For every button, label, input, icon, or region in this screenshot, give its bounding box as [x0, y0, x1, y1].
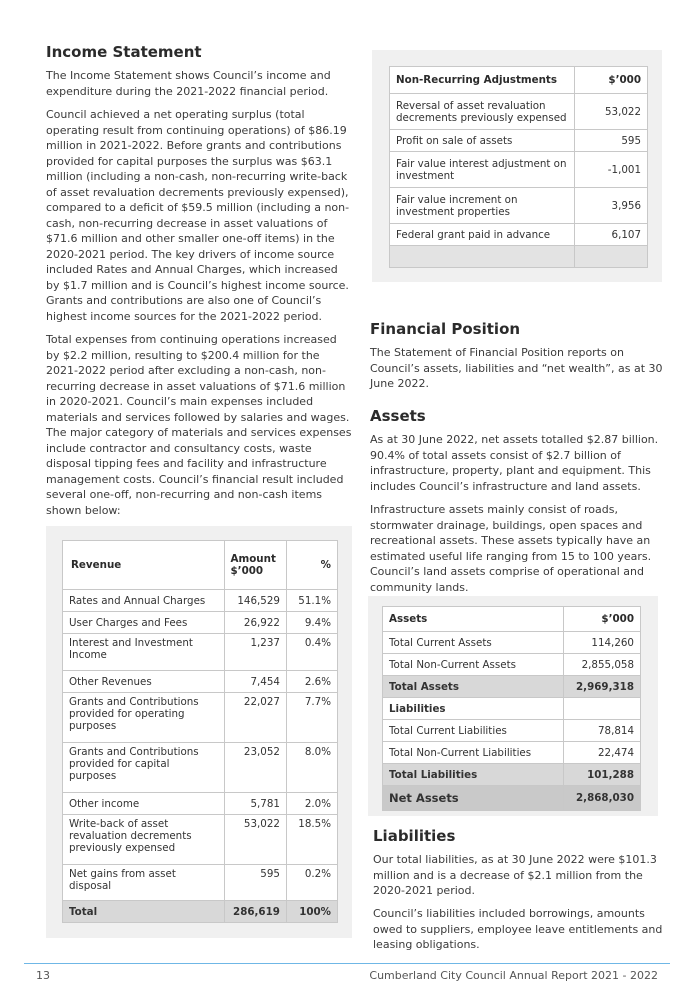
revenue-total-label: Total: [63, 901, 225, 923]
table-row-empty: [390, 246, 648, 268]
empty-cell: [575, 246, 648, 268]
revenue-amount: 26,922: [224, 612, 286, 634]
assets-value: 2,969,318: [564, 676, 641, 698]
adjustment-value: 595: [575, 130, 648, 152]
table-row: [390, 130, 648, 152]
revenue-total-row: [63, 901, 338, 923]
assets-label: Total Current Assets: [383, 632, 564, 654]
revenue-label: Other Revenues: [63, 671, 225, 693]
revenue-total-percent: 100%: [286, 901, 337, 923]
assets-label: Liabilities: [383, 698, 564, 720]
liabilities-subheader-row: [383, 698, 641, 720]
empty-cell: [390, 246, 575, 268]
revenue-percent: 0.2%: [286, 865, 337, 901]
table-row: [390, 224, 648, 246]
assets-label: Total Current Liabilities: [383, 720, 564, 742]
table-row: [383, 632, 641, 654]
adjustment-label: Fair value interest adjustment on investment: [390, 152, 575, 188]
revenue-amount: 146,529: [224, 590, 286, 612]
revenue-label: Net gains from asset disposal: [63, 865, 225, 901]
assets-value-header: $’000: [564, 607, 641, 632]
assets-header: Assets: [383, 607, 564, 632]
adjustment-value: 6,107: [575, 224, 648, 246]
assets-paragraph-2: Infrastructure assets mainly consist of roads, stormwater drainage, buildings, open spaces and recreational assets. These assets typically have an estimated useful life ranging from 15 to 100 years. Council’s land assets comprise of operational and community lands.: [370, 503, 652, 594]
revenue-percent: 8.0%: [286, 743, 337, 793]
table-row: [63, 612, 338, 634]
revenue-label: Grants and Contributions provided for operating purposes: [63, 693, 225, 743]
revenue-header: Revenue: [63, 541, 225, 590]
income-statement-heading: Income Statement: [46, 43, 202, 61]
revenue-percent: 51.1%: [286, 590, 337, 612]
table-row: [63, 671, 338, 693]
assets-label: Total Assets: [383, 676, 564, 698]
adjustment-value: -1,001: [575, 152, 648, 188]
assets-table-panel: [368, 596, 658, 816]
assets-label: Net Assets: [383, 786, 564, 811]
revenue-label: User Charges and Fees: [63, 612, 225, 634]
page-number: 13: [36, 969, 50, 982]
percent-header: %: [286, 541, 337, 590]
table-row: [390, 188, 648, 224]
assets-value: 78,814: [564, 720, 641, 742]
revenue-label: Grants and Contributions provided for capital purposes: [63, 743, 225, 793]
table-row: [63, 865, 338, 901]
liabilities-heading: Liabilities: [373, 827, 456, 845]
revenue-header-row: [63, 541, 338, 590]
assets-label: Total Non-Current Liabilities: [383, 742, 564, 764]
adjustment-value: 53,022: [575, 94, 648, 130]
assets-value: 22,474: [564, 742, 641, 764]
revenue-amount: 23,052: [224, 743, 286, 793]
revenue-percent: 7.7%: [286, 693, 337, 743]
revenue-percent: 0.4%: [286, 634, 337, 671]
revenue-amount: 5,781: [224, 793, 286, 815]
revenue-percent: 18.5%: [286, 815, 337, 865]
financial-position-heading: Financial Position: [370, 320, 521, 338]
revenue-label: Rates and Annual Charges: [63, 590, 225, 612]
income-expenses-paragraph: Total expenses from continuing operations increased by $2.2 million, resulting to $200.4 million for the 2021-2022 period after excluding a non-cash, non-recurring decrease in asset valuations of $71.6 million in 2020-2021. Council’s main expenses included materials and services followed by salaries and wages. The major category of materials and services expenses include contractor and consultancy costs, waste disposal tipping fees and facility and infrastructure management costs. Council’s financial result included several one-off, non-recurring and non-cash items shown below:: [46, 333, 352, 517]
revenue-amount: 595: [224, 865, 286, 901]
liabilities-paragraph-1: Our total liabilities, as at 30 June 2022 were $101.3 million and is a decrease of $2.1 million from the 2020-2021 period.: [373, 853, 657, 897]
assets-value: 101,288: [564, 764, 641, 786]
income-surplus-paragraph: Council achieved a net operating surplus (total operating result from continuing operations) of $86.19 million in 2021-2022. Before grants and contributions provided for capital purposes the surplus was $63.1 million (including a non-cash, non-recurring write-back of asset revaluation decrements previously expensed), compared to a deficit of $59.5 million (including a non-cash, non-recurring decrease in asset valuations of $71.6 million and other smaller one-off items) in the 2020-2021 period. The key drivers of income source included Rates and Annual Charges, which increased by $1.7 million and is Council’s highest income source. Grants and contributions are also one of Council’s highest income sources for the 2021-2022 period.: [46, 108, 350, 323]
liabilities-paragraph-2: Council’s liabilities included borrowings, amounts owed to suppliers, employee leave entitlements and leasing obligations.: [373, 907, 663, 951]
footer-divider: [24, 963, 670, 964]
table-row: [63, 793, 338, 815]
total-liabilities-row: [383, 764, 641, 786]
assets-header-row: [383, 607, 641, 632]
revenue-amount: 1,237: [224, 634, 286, 671]
table-row: [63, 743, 338, 793]
table-row: [390, 94, 648, 130]
assets-label: Total Liabilities: [383, 764, 564, 786]
table-row: [63, 693, 338, 743]
revenue-table-panel: [46, 526, 352, 938]
revenue-total-amount: 286,619: [224, 901, 286, 923]
assets-paragraph-1: As at 30 June 2022, net assets totalled $2.87 billion. 90.4% of total assets consist of $2.7 billion of infrastructure, property, plant and equipment. This includes Council’s infrastructure and land assets.: [370, 433, 659, 493]
nonrecurring-header-row: [390, 67, 648, 94]
revenue-percent: 2.6%: [286, 671, 337, 693]
assets-value: 2,868,030: [564, 786, 641, 811]
table-row: [63, 815, 338, 865]
adjustment-label: Reversal of asset revaluation decrements previously expensed: [390, 94, 575, 130]
assets-label: Total Non-Current Assets: [383, 654, 564, 676]
nonrecurring-table: [389, 66, 648, 268]
revenue-label: Interest and Investment Income: [63, 634, 225, 671]
nonrecurring-table-panel: [372, 50, 662, 282]
table-row: [383, 720, 641, 742]
total-assets-row: [383, 676, 641, 698]
report-title: Cumberland City Council Annual Report 2021 - 2022: [369, 969, 658, 982]
nonrecurring-header: Non-Recurring Adjustments: [390, 67, 575, 94]
financial-position-paragraph: The Statement of Financial Position reports on Council’s assets, liabilities and “net wealth”, as at 30 June 2022.: [370, 346, 663, 390]
amount-header: Amount $’000: [224, 541, 286, 590]
assets-value: 114,260: [564, 632, 641, 654]
income-intro-paragraph: The Income Statement shows Council’s income and expenditure during the 2021-2022 financial period.: [46, 69, 331, 98]
table-row: [63, 634, 338, 671]
net-assets-row: [383, 786, 641, 811]
revenue-percent: 9.4%: [286, 612, 337, 634]
adjustment-value: 3,956: [575, 188, 648, 224]
revenue-amount: 22,027: [224, 693, 286, 743]
assets-table: [382, 606, 641, 811]
revenue-label: Write-back of asset revaluation decrements previously expensed: [63, 815, 225, 865]
table-row: [383, 654, 641, 676]
revenue-amount: 53,022: [224, 815, 286, 865]
revenue-percent: 2.0%: [286, 793, 337, 815]
value-header: $’000: [575, 67, 648, 94]
adjustment-label: Fair value increment on investment properties: [390, 188, 575, 224]
table-row: [383, 742, 641, 764]
table-row: [390, 152, 648, 188]
adjustment-label: Profit on sale of assets: [390, 130, 575, 152]
revenue-amount: 7,454: [224, 671, 286, 693]
revenue-table: [62, 540, 338, 923]
table-row: [63, 590, 338, 612]
assets-value: [564, 698, 641, 720]
adjustment-label: Federal grant paid in advance: [390, 224, 575, 246]
revenue-label: Other income: [63, 793, 225, 815]
assets-heading: Assets: [370, 407, 426, 425]
assets-value: 2,855,058: [564, 654, 641, 676]
